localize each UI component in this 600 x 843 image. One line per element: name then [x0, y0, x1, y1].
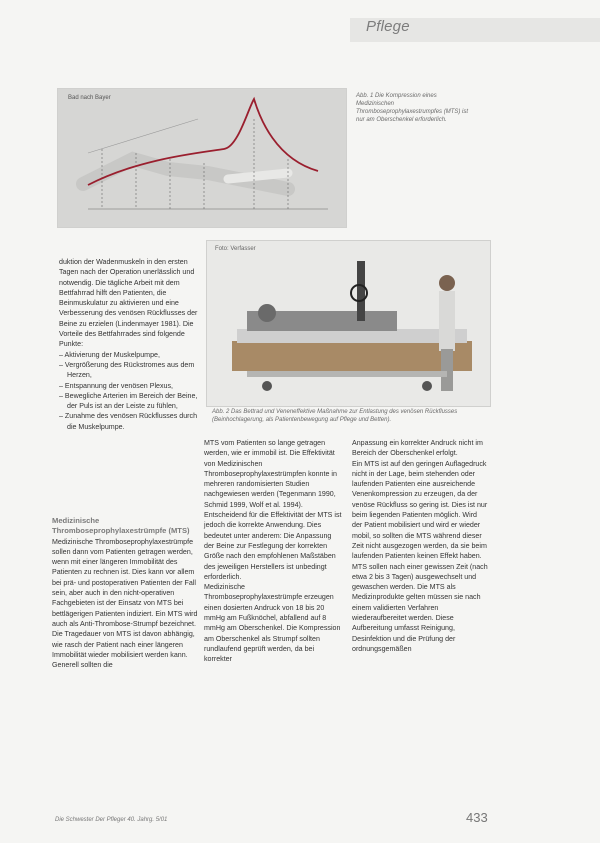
column-2 [204, 438, 342, 665]
benefits-list [59, 350, 200, 432]
paragraph: Ein MTS ist auf den geringen Auflagedruck nicht in der Lage, beim stehenden oder laufenden Patienten eine ausreichende Venenkompression zu erzeugen, da der venöse Rückfluss so gering ist. Dies ist nur beim liegenden Patienten möglich. Wird der Patient mobilisiert und wird er wieder mobil, so sollten die MTS während dieser Zeit nicht ausgezogen werden, da sie beim laufenden Patienten keinen Effekt haben. [352, 459, 488, 561]
section-heading: Medizinische Thromboseprophylaxestrümpfe (MTS) [52, 516, 190, 536]
section-title: Pflege [366, 18, 410, 35]
paragraph: duktion der Wadenmuskeln in den ersten Tagen nach der Operation unerlässlich und notwendig. Die tägliche Arbeit mit dem Bettfahrrad hilft den Patienten, die Beinmuskulatur zu aktivieren und eine Verbesserung des venösen Rückflusses der Beine zu erzielen (Lindenmayer 1981). Die Vorteile des Bettfahrrades sind folgende Punkte: [59, 258, 198, 349]
figure-2-label: Foto: Verfasser [215, 246, 256, 252]
bed-photo-illustration [207, 241, 490, 406]
list-item: – Aktivierung der Muskelpumpe, [59, 350, 160, 359]
list-item: – Vergrößerung des Rückstromes aus dem Herzen, [59, 360, 195, 380]
paragraph: Anpassung ein korrekter Andruck nicht im Bereich der Oberschenkel erfolgt. [352, 439, 483, 458]
publication-footer: Die Schwester Der Pfleger 40. Jahrg. 5/01 [55, 817, 168, 823]
paragraph: MTS vom Patienten so lange getragen werden, wie er immobil ist. Die Effektivität von Medizinischen Thromboseprophylaxestrümpfen konnte in mehreren randomisierten Studien nachgewiesen werden (Tegenmann 1990, Schmid 1999, Wolf et al. 1994). Entscheidend für die Effektivität der MTS ist jedoch die korrekte Anwendung. Dies bedeutet unter anderem: Die Anpassung der Beine zur Festlegung der korrekten Größe nach den empfohlenen Maßstäben des jeweiligen Herstellers ist unbedingt erforderlich. [204, 439, 342, 581]
paragraph: Medizinische Thromboseprophylaxestrümpfe sollen dann vom Patienten getragen werden, wenn mit einer längeren Immobilität des Patienten zu rechnen ist. Dies kann vor allem bei prä- und postoperativen Patienten der Fall sein, aber auch in den nicht-operativen Fachgebieten ist der Einsatz von MTS bei bettlägerigen Patienten indiziert. Ein MTS wird auch als Anti-Thrombose-Strumpf bezeichnet. Die Tragedauer von MTS ist davon abhängig, wie rasch der Patient nach einer längeren Immobilität wieder mobilisiert werden kann. Generell sollten die [52, 537, 198, 670]
paragraph: MTS sollen nach einer gewissen Zeit (nach etwa 2 bis 3 Tagen) ausgewechselt und gewaschen werden. Die MTS als Medizinprodukte gelten müssen sie nach einem validierten Verfahren wiederaufbereitet werden. Diese Aufbereitung umfasst Reinigung, Desinfektion und die Prüfung der ordnungsgemäßen [352, 562, 488, 653]
column-1-top [59, 257, 200, 432]
figure-1 [57, 88, 347, 228]
list-item: – Bewegliche Arterien im Bereich der Beine, der Puls ist an der Leiste zu fühlen, [59, 391, 198, 411]
figure-2-caption: Abb. 2 Das Bettrad und Veneneffektive Maßnahme zur Entlastung des venösen Rückflusses (Beinhochlagerung, als Patientenbewegung auf Pflege und Betten). [212, 409, 458, 423]
figure-1-caption: Abb. 1 Die Kompression eines Medizinischen Thromboseprophylaxestrumpfes (MTS) ist nur am Oberschenkel erforderlich. [356, 93, 469, 123]
list-item: – Zunahme des venösen Rückflusses durch die Muskelpumpe. [59, 412, 198, 431]
figure-1-label: Bad nach Bayer [68, 95, 111, 101]
paragraph: Medizinische Thromboseprophylaxestrümpfe erzeugen einen dosierten Andruck von 18 bis 20 mmHg am Fußknöchel, abfallend auf 8 mmHg am Oberschenkel. Die Kompression am Oberschenkel als Strumpf sollten rundlaufend geprüft werden, da bei korrekter [204, 583, 341, 664]
column-1-bottom [52, 513, 198, 670]
page-number: 433 [466, 810, 488, 825]
column-3 [352, 438, 489, 654]
curve-chart-illustration [58, 89, 346, 227]
figure-2 [206, 240, 491, 407]
list-item: – Entspannung der venösen Plexus, [59, 381, 173, 390]
